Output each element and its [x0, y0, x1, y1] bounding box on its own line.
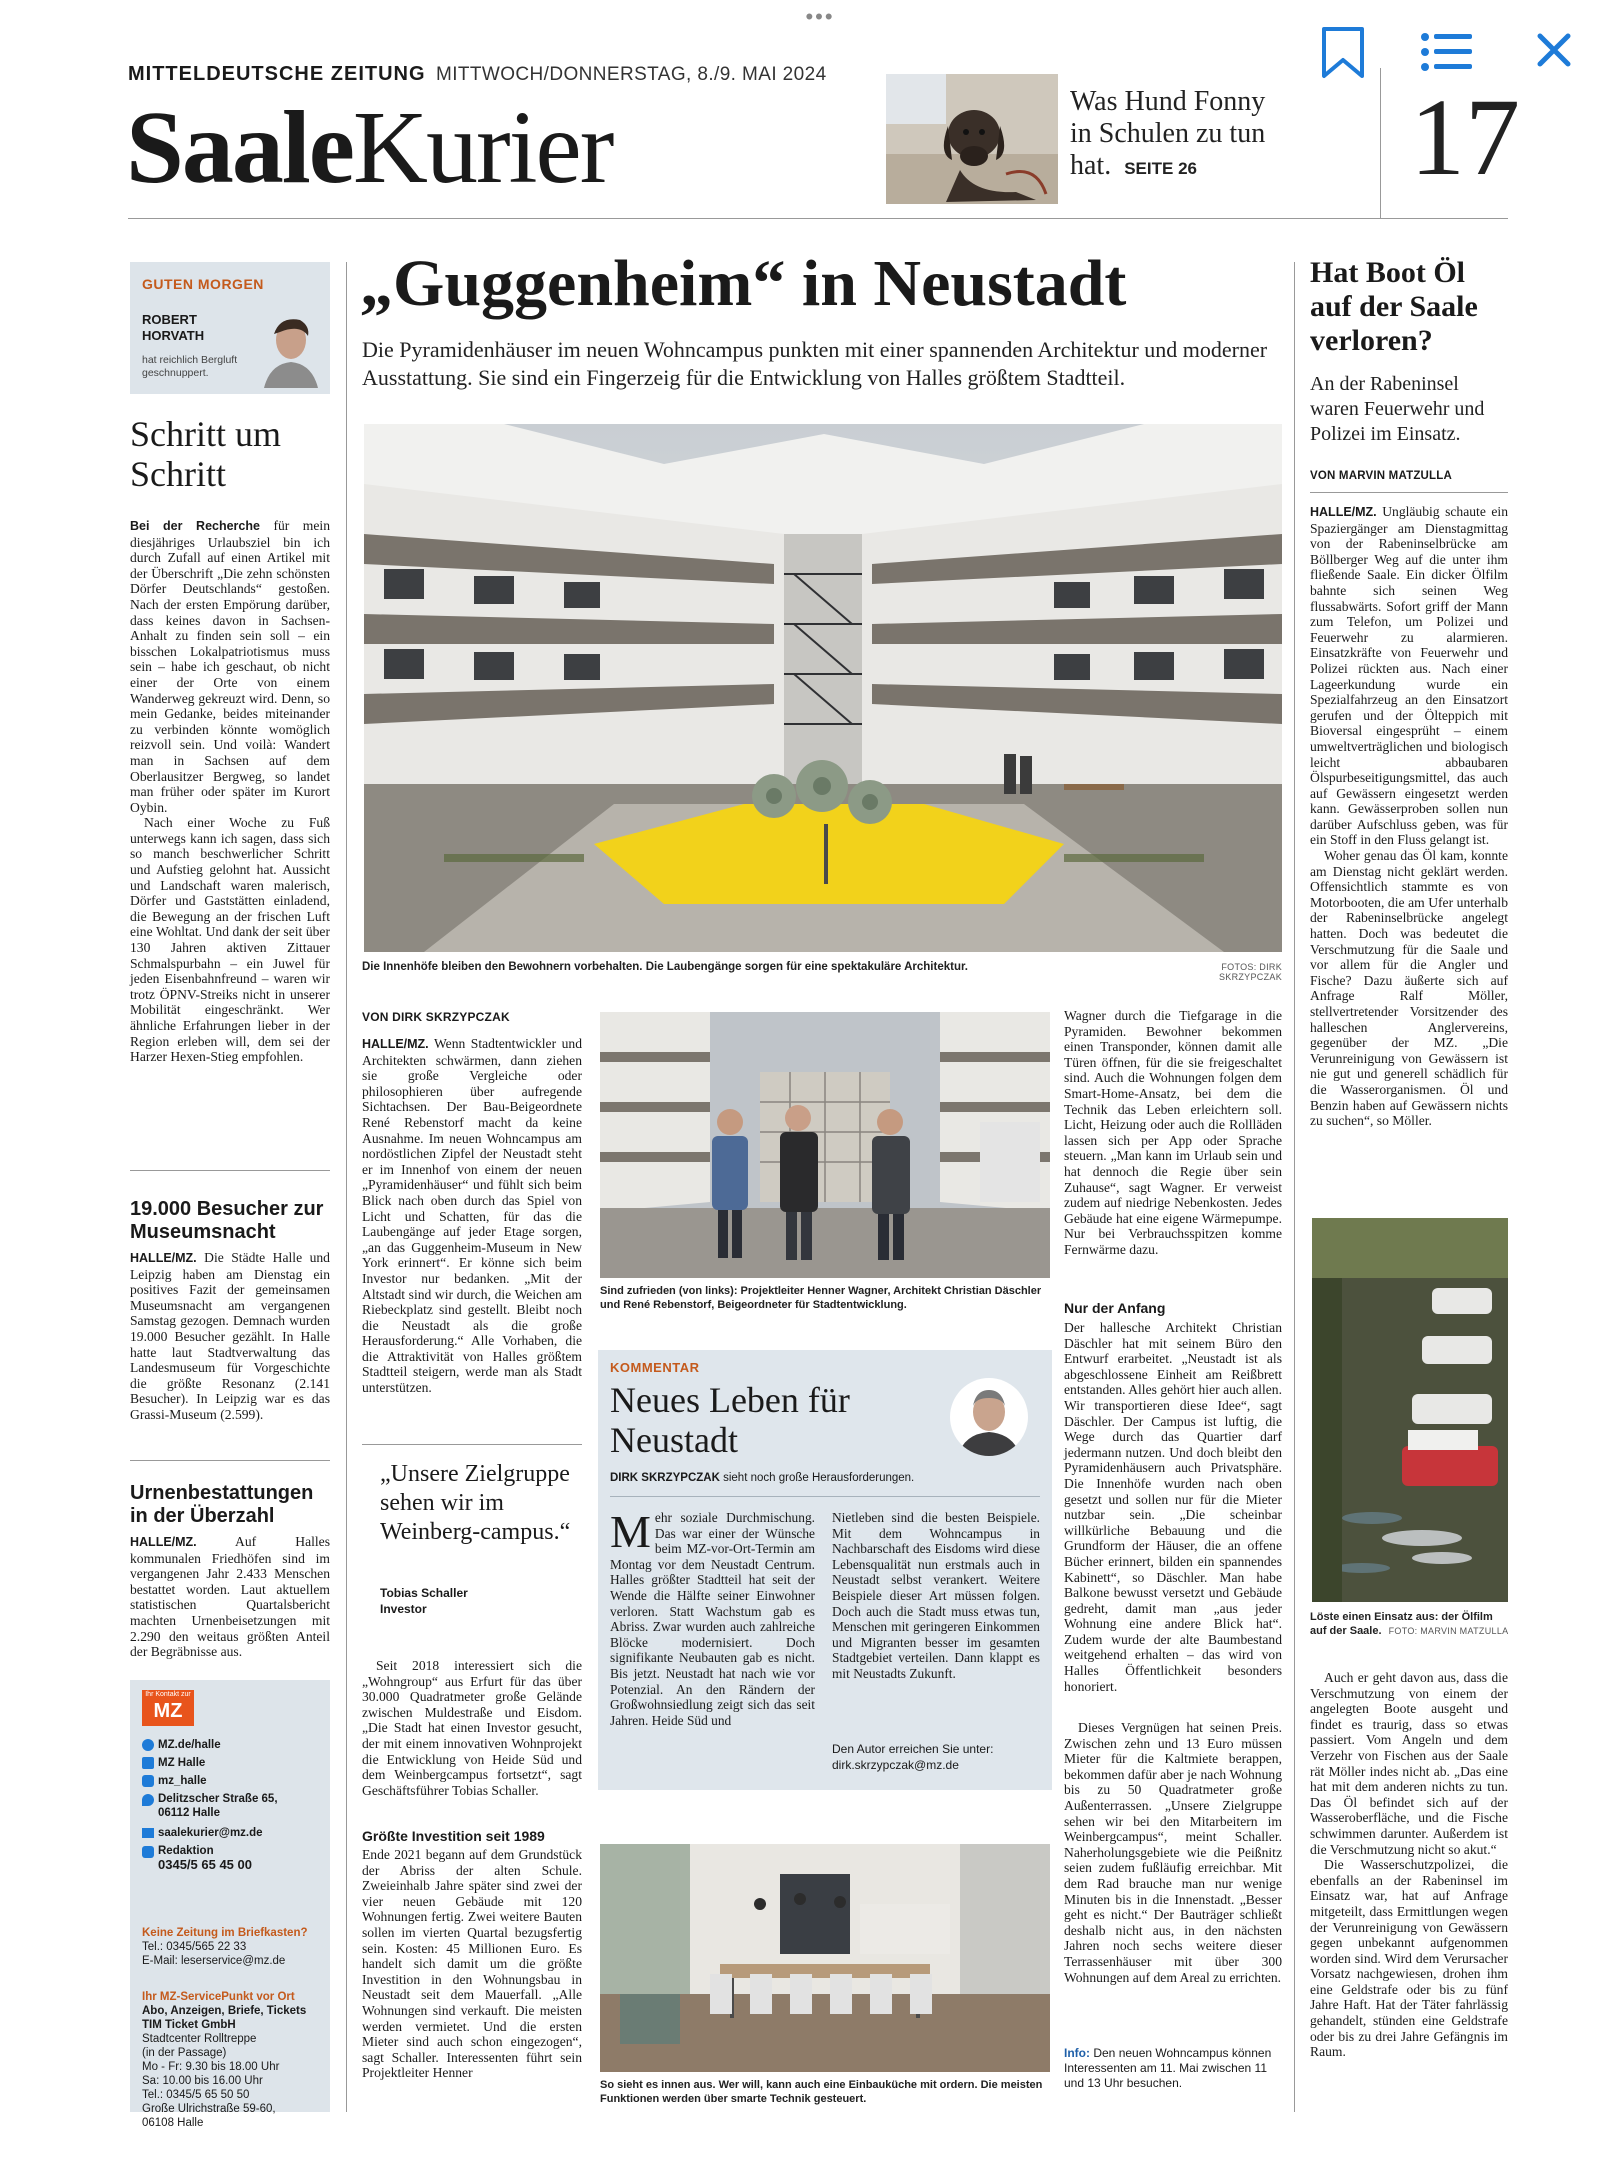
- servicepoint-info: [142, 1990, 324, 2130]
- museumsnacht-headline: 19.000 Besucher zur Museumsnacht: [130, 1198, 324, 1243]
- kommentar-byline: [610, 1472, 914, 1484]
- main-body-col1-text: Wenn Stadtentwickler und Architekten schwärmen, dann ziehen sie große Vergleiche oder philosophieren über aufregende Sichtachsen. Der Bau-Beigeordnete René Rebenstorf macht da keine Ausnahme. Im neuen Wohncampus am nordöstlichen Zipfel der Neustadt steht er im Innenhof von einem der neuen „Pyramidenhäuser“ und fühlt sich beim Blick nach oben durch das Spiel von Licht und Schatten, für das die Laubengänge auf jeder Etage sorgen, „an das Guggenheim-Museum in New York erinnert“. Er könne sich beim Investor nur bedanken. „Mit der Altstadt sind wir durch, die Weichen am Riebeckplatz sind gestellt. Bleibt noch die Neustadt als die große Herausforderung.“ Alle Vorhaben, die die Attraktivität von Halles größtem Stadtteil steigern, werde man als Stadt unterstützen.: [362, 1036, 583, 1396]
- left-column-divider-2: [130, 1460, 330, 1461]
- main-body-col1b: [362, 1658, 582, 1798]
- museumsnacht-text: Die Städte Halle und Leipzig haben am Dienstag ein positives Fazit der gemeinsamen Museumsnacht am vergangenen Samstag gezogen. Demnach wurden 19.000 Besucher gezählt. In Halle hatte laut Stadtverwaltung das Landesmuseum für Vorgeschichte die größte Resonanz (2.141 Besucher). In Leipzig war es das Grassi-Museum (2.599).: [130, 1250, 330, 1422]
- urnen-body: [130, 1534, 330, 1660]
- boats-photo-caption-text: Löste einen Einsatz aus: der Ölfilm auf der Saale.: [1310, 1611, 1493, 1637]
- delivery-phone: Tel.: 0345/565 22 33: [142, 1941, 247, 1953]
- main-body-col3a: [1064, 1008, 1282, 1258]
- column-rule-right: [1294, 262, 1295, 2112]
- kommentar-col1-text: ehr soziale Durchmischung. Das war einer der Wünsche beim MZ-vor-Ort-Termin am Montag vor dem Neustadt Centrum. Halles größter Stadtteil hat seit der Wende die Hälfte seiner Einwohner verloren. Statt Wachstum gab es Abriss. Zwar wurden auch zahlreiche Blöcke modernisiert. Doch signifikante Neubauten gab es nicht. Bis jetzt. Neustadt hat nach wie vor Potenzial. An den Rändern der Großwohnsiedlung zeigt sich das seit Jahren. Heide Süd und: [610, 1510, 815, 1728]
- columnist-avatar: [260, 312, 322, 388]
- boot-headline: Hat Boot Öl auf der Saale verloren?: [1310, 256, 1478, 357]
- section-title-bold: Saale: [126, 90, 353, 205]
- facebook-icon: [142, 1757, 154, 1769]
- main-body-col3c: [1064, 1720, 1282, 1985]
- guten-morgen-label: GUTEN MORGEN: [142, 276, 264, 292]
- mz-logo-text: MZ: [153, 1700, 183, 1722]
- urnen-lead: HALLE/MZ.: [130, 1535, 197, 1549]
- mz-logo: [142, 1690, 194, 1726]
- main-info-text: Den neuen Wohncampus können Interessenten am 11. Mai zwischen 11 und 13 Uhr besuchen.: [1064, 2046, 1272, 2090]
- kommentar-author-note: sieht noch große Herausforderungen.: [723, 1472, 915, 1484]
- main-body-col1b-text: Seit 2018 interessiert sich die „Wohngroup“ aus Erfurt für das über 30.000 Quadratmeter große Gelände zwischen Muldestraße und Eisdom. „Die Stadt hat einen Investor gesucht, der mit einem innovativen Wohnprojekt die Entwicklung von Heide Süd und dem Weinbergcampus fortsetzt“, sagt Geschäftsführer Tobias Schaller.: [362, 1658, 582, 1798]
- boot-author-rule: [1310, 492, 1508, 493]
- list-icon[interactable]: [1420, 32, 1472, 77]
- location-icon: [142, 1794, 154, 1806]
- dog-teaser-headline: Was Hund Fonny in Schulen zu tun hat.: [1070, 86, 1266, 181]
- glosse-paragraph-2: Nach einer Woche zu Fuß unterwegs kann ich sagen, dass sich so manch beschwerlicher Schritt und Aufstieg gelohnt hat. Aussicht und Landschaft waren malerisch, Dörfer und Gaststätten einladend, die Bewegung an der frischen Luft eine Wohltat. Und dank der seit über 130 Jahren aktiven Zittauer Schmalspurbahn – ein Juwel für jeden Eisenbahnfreund – waren wir trotz ÖPNV-Streiks nicht in unserer Mobilität eingeschränkt. Wer ähnliche Erfahrungen lieber in der Region erleben will, dem sei der Harzer Hexen-Stieg empfohlen.: [130, 815, 330, 1065]
- boot-paragraph-1: Ungläubig schaute ein Spaziergänger am Dienstagmittag von der Rabeninselbrücke am Böllberger Weg auf die unter ihm fließende Saale. Ein dicker Ölfilm bahnte sich seinen Weg flussabwärts. Sofort griff der Mann zum Telefon, um Polizei und Feuerwehr zu alarmieren. Einsatzkräfte von Feuerwehr und Polizei rückten aus. Nach einer Lageerkundung wurde ein Spezialfahrzeug an den Einsatzort gerufen und der Ölteppich mit Bioversal eingesprüht – einem umweltverträglichen und biologisch leicht abbaubaren Ölspurbeseitigungsmittel, das auch auf Gewässern eingesetzt werden kann. Gewässerproben sollen nun darüber Aufschluss geben, was für ein Stoff in den Fluss gelangt ist.: [1310, 504, 1508, 848]
- kommentar-col2-text: Nietleben sind die besten Beispiele. Mit dem Wohncampus in Nachbarschaft des Eisdoms wird diese Lebensqualität nun erstmals auch in Neustadt selbst verankert. Weitere Beispiele dieser Art müssen folgen. Doch auch die Stadt muss etwas tun, Menschen mit geringeren Einkommen und Migranten besser im gesamten Stadtgebiet verteilen. Dann klappt es mit Neustadts Zukunft.: [832, 1510, 1040, 1681]
- people-photo[interactable]: [600, 1012, 1050, 1278]
- urnen-headline: Urnenbestattungen in der Überzahl: [130, 1482, 314, 1527]
- dog-teaser-text[interactable]: [1070, 86, 1270, 185]
- kommentar-col1: [610, 1506, 815, 1728]
- mz-logo-kicker: Ihr Kontakt zur: [145, 1691, 191, 1698]
- section-title: [126, 90, 613, 205]
- servicepoint-hours-1: Mo - Fr: 9.30 bis 18.00 Uhr: [142, 2061, 280, 2073]
- kommentar-label: KOMMENTAR: [610, 1360, 700, 1375]
- boats-photo[interactable]: [1312, 1218, 1508, 1602]
- main-body-col3b: [1064, 1320, 1282, 1694]
- servicepoint-label: Ihr MZ-ServicePunkt vor Ort: [142, 1991, 295, 2003]
- contact-phone: Redaktion 0345/5 65 45 00: [142, 1844, 324, 1873]
- contact-email[interactable]: saalekurier@mz.de: [142, 1826, 324, 1840]
- glosse-paragraph-1: für mein diesjähriges Urlaubsziel bin ich durch Zufall auf einen Artikel mit der Überschrift „Die zehn schönsten Dörfer Deutschlands“ gestoßen. Nach der ersten Empörung darüber, dass keines davon in Sachsen-Anhalt zu finden sein soll – ein bisschen Lokalpatriotismus muss sein – habe ich geschaut, ob nicht einer der Orte von einem Wanderweg gekreuzt wird. Denn, so mein Gedanke, beides miteinander zu verbinden könnte womöglich reizvoll sein. Und voilà: Wandert man in Sachsen auf dem Oberlausitzer Bergweg, so landet man früher oder später im Kurort Oybin.: [130, 518, 330, 815]
- masthead-rule: [128, 218, 1508, 219]
- delivery-email: E-Mail: leserservice@mz.de: [142, 1955, 286, 1967]
- servicepoint-address-3: Große Ulrichstraße 59-60,: [142, 2103, 276, 2115]
- delivery-question: Keine Zeitung im Briefkasten?: [142, 1927, 308, 1939]
- contact-box: [130, 1680, 330, 2129]
- main-body-col3b-text: Der hallesche Architekt Christian Däschler hat mit seinem Büro den Entwurf erarbeitet. „Neustadt ist als abgeschlossene Einheit am Reißbrett entstanden. Alles gehört hier auch allen. Wir transportieren diese Idee“, sagt Däschler. Der Campus ist luftig, die Wege durch das Quartier darf jedermann nutzen. Und doch bleibt den Pyramidenhäusern auch Privatsphäre. Die Innenhöfe wurden nach oben gesetzt und sollen nur für die Mieter nutzbar sein. „Die scheinbar willkürliche Bebauung und die Grundform der Häuser, die an offene Bücher erinnert, bilden ein spannendes Kabinett“, so Däschler. Man habe Balkone bewusst versetzt und Gebäude gedreht, damit man „aus jeder Wohnung eine andere Blick hat“. Zudem wurde der alte Baumbestand weitgehend erhalten – das wird von Halles Öffentlichkeit besonders honoriert.: [1064, 1320, 1282, 1694]
- kommentar-headline: Neues Leben für Neustadt: [610, 1380, 850, 1460]
- servicepoint-address-4: 06108 Halle: [142, 2117, 204, 2129]
- main-info-label: Info:: [1064, 2046, 1090, 2060]
- close-icon[interactable]: [1536, 32, 1572, 73]
- columnist-note: hat reichlich Bergluft geschnuppert.: [142, 354, 238, 379]
- pull-quote-name: Tobias Schaller: [380, 1586, 468, 1600]
- glosse-body: [130, 518, 330, 1065]
- mail-icon: [142, 1828, 154, 1838]
- main-subhead: Die Pyramidenhäuser im neuen Wohncampus punkten mit einer spannenden Architektur und moderner Ausstattung. Sie sind ein Fingerzeig für die Entwicklung von Halles größtem Stadtteil.: [362, 337, 1268, 390]
- kommentar-rule: [610, 1496, 1040, 1497]
- contact-web[interactable]: MZ.de/halle: [142, 1738, 324, 1752]
- dog-teaser-photo[interactable]: [886, 74, 1058, 204]
- main-body-col1: [362, 1036, 582, 1396]
- interior-photo[interactable]: [600, 1844, 1050, 2072]
- main-body-col1c-text: Ende 2021 begann auf dem Grundstück der Abriss der alten Schule. Zweieinhalb Jahre später sind zwei der vier neuen Gebäude mit 120 Wohnungen fertig. Zwei weitere Bauten sollen im vierten Quartal bezugsfertig sein. Kosten: 45 Millionen Euro. Es handelt sich damit um die größte Investition in den Wohnungsbau in Neustadt seit dem Mauerfall. „Alle Wohnungen sind verkauft. Die meisten werden vermietet. Und die ersten Mieter sind auch schon eingezogen“, sagt Schaller. Interessenten führt sein Projektleiter Henner: [362, 1847, 582, 2081]
- courtyard-photo[interactable]: [364, 424, 1282, 952]
- page-number: 17: [1410, 76, 1520, 198]
- boot-body-1: [1310, 504, 1508, 1129]
- boot-author: VON MARVIN MATZULLA: [1310, 470, 1453, 482]
- paper-name: MITTELDEUTSCHE ZEITUNG: [128, 63, 426, 85]
- main-body-col3a-text: Wagner durch die Tiefgarage in die Pyramiden. Bewohner bekommen einen Transponder, können damit alle Türen öffnen, für die sie freigeschaltet sind. Auch die Wohnungen folgen dem Smart-Home-Ansatz, bei dem die Technik das Leben erleichtern soll. Licht, Heizung oder auch die Rollläden lassen sich per App oder Sprache steuern. „Man kann im Urlaub sein und hat dennoch die Regie über sein Zuhause“, sagt Wagner. Er verweist zudem auf niedrige Nebenkosten. Jedes Gebäude hat eine eigene Wärmepumpe. Nur bei Verbrauchsspitzen komme Fernwärme dazu.: [1064, 1008, 1282, 1257]
- main-subhead-3: Nur der Anfang: [1064, 1300, 1166, 1316]
- boot-paragraph-3: Auch er geht davon aus, dass die Verschmutzung von einem der angelegten Boote ausgeht und findet es traurig, dass so etwas passiert. Vom Angeln und dem Verzehr von Fischen aus der Saale rät Möller indes nicht ab. „Das eine hat mit dem anderen nichts zu tun. Das Öl befindet sich auf der Wasseroberfläche, und die Fische schwimmen darunter. Außerdem ist die Verschmutzung nicht so akut.“: [1310, 1670, 1508, 1857]
- phone-icon: [142, 1846, 154, 1858]
- servicepoint-sub: Abo, Anzeigen, Briefe, Tickets: [142, 2005, 307, 2017]
- boot-paragraph-4: Die Wasserschutzpolizei, die ebenfalls an der Rabeninsel im Einsatz war, hat auf Anfrage mitgeteilt, dass Ermittlungen wegen der Verunreinigung von Gewässern gegen unbekannt aufgenommen worden sind. Wird dem Verursacher Vorsatz nachgewiesen, drohen ihm eine Geldstrafe oder bis zu fünf Jahre Haft. Hat der Täter fahrlässig gehandelt, stünden eine Geldstrafe oder bis zu drei Jahre Gefängnis im Raum.: [1310, 1857, 1508, 2060]
- courtyard-photo-caption: Die Innenhöfe bleiben den Bewohnern vorbehalten. Die Laubengänge sorgen für eine spektakuläre Architektur.: [362, 961, 969, 973]
- pull-quote-role: Investor: [380, 1602, 427, 1616]
- columnist-name: ROBERT HORVATH: [142, 312, 205, 343]
- kommentar-contact: Den Autor erreichen Sie unter:: [832, 1742, 994, 1756]
- guten-morgen-box: [130, 262, 330, 394]
- boot-subhead: An der Rabeninsel waren Feuerwehr und Polizei im Einsatz.: [1310, 373, 1485, 445]
- left-column-divider-1: [130, 1170, 330, 1171]
- kommentar-email[interactable]: dirk.skrzypczak@mz.de: [832, 1758, 959, 1772]
- main-subhead-2: Größte Investition seit 1989: [362, 1828, 545, 1844]
- servicepoint-phone: Tel.: 0345/5 65 50 50: [142, 2089, 250, 2101]
- main-info: [1064, 2046, 1282, 2091]
- contact-address: Delitzscher Straße 65, 06112 Halle: [142, 1792, 324, 1820]
- servicepoint-address-1: Stadtcenter Rolltreppe: [142, 2033, 257, 2045]
- urnen-text: Auf Halles kommunalen Friedhöfen sind im vergangenen Jahr 2.433 Menschen bestattet worden. Laut aktuellem statistischen Quartalsbericht machten Urnenbeisetzungen mit 2.290 den weitaus größten Anteil der Begräbnisse aus.: [130, 1534, 330, 1660]
- boot-lead: HALLE/MZ.: [1310, 505, 1377, 519]
- boats-photo-credit: FOTO: MARVIN MATZULLA: [1388, 1626, 1509, 1636]
- bookmark-icon[interactable]: [1320, 26, 1366, 85]
- interior-photo-caption: So sieht es innen aus. Wer will, kann auch eine Einbauküche mit ordern. Die meisten Funktionen werden über smarte Technik gesteuert.: [600, 2079, 1043, 2105]
- contact-list: [142, 1738, 324, 1873]
- boats-photo-caption: [1310, 1610, 1510, 1638]
- more-menu-button[interactable]: •••: [805, 4, 835, 29]
- servicepoint-shop: TIM Ticket GmbH: [142, 2019, 236, 2031]
- masthead-vertical-rule: [1380, 68, 1381, 218]
- museumsnacht-body: [130, 1250, 330, 1423]
- museumsnacht-lead: HALLE/MZ.: [130, 1251, 197, 1265]
- kommentar-dropcap: M: [610, 1506, 651, 1557]
- servicepoint-address-2: (in der Passage): [142, 2047, 227, 2059]
- kommentar-box: [598, 1350, 1052, 1790]
- section-title-light: Kurier: [352, 90, 613, 205]
- servicepoint-hours-2: Sa: 10.00 bis 16.00 Uhr: [142, 2075, 263, 2087]
- main-author: VON DIRK SKRZYPCZAK: [362, 1010, 510, 1024]
- contact-facebook[interactable]: MZ Halle: [142, 1756, 324, 1770]
- glosse-headline: Schritt um Schritt: [130, 414, 281, 494]
- column-rule-left: [346, 262, 347, 2112]
- main-body-col3c-text: Dieses Vergnügen hat seinen Preis. Zwischen zehn und 13 Euro müssen Mieter für die Kaltmiete berappen, bekommen dafür aber je nach Wohnung bis zu 50 Quadratmeter große Außenterrassen. „Unsere Zielgruppe sehen wir bei den Mitarbeitern im Weinbergcampus“, meint Schaller. Naherholungsgebiete wie die Peißnitz seien zudem fußläufig erreichbar. Mit dem Rad brauche man nur wenige Minuten bis in die Innenstadt. „Besser geht es nicht.“ Der Bauträger schließt deshalb nicht aus, in den nächsten Jahren noch sechs weitere dieser Terrassenhäuser mit über 300 Wohnungen auf dem Areal zu errichten.: [1064, 1720, 1282, 1985]
- issue-date: MITTWOCH/DONNERSTAG, 8./9. MAI 2024: [436, 64, 827, 85]
- quote-top-rule: [362, 1444, 582, 1445]
- boot-body-2: [1310, 1670, 1508, 2060]
- globe-icon: [142, 1739, 154, 1751]
- people-photo-caption: Sind zufrieden (von links): Projektleiter Henner Wagner, Architekt Christian Däschler und René Rebenstorf, Beigeordneter für Stadtentwicklung.: [600, 1285, 1042, 1311]
- boot-paragraph-2: Woher genau das Öl kam, konnte am Dienstag nicht geklärt werden. Offensichtlich stammte es von Motorbooten, die am Ufer unterhalb der Rabeninselbrücke angelegt hatten. Doch was bedeutet die Verschmutzung für die Saale und vor allem für die Angler und Fische? Dazu äußerte sich auf Anfrage Ralf Möller, stellvertretender Vorsitzender des halleschen Anglervereins, gegenüber der MZ. „Die Verunreinigung von Gewässern ist nie gut und generell schädlich für die Wasserorganismen. Öl und Benzin haben auf Gewässern nichts zu suchen“, so Möller.: [1310, 848, 1508, 1129]
- main-lead: HALLE/MZ.: [362, 1037, 429, 1051]
- main-headline: „Guggenheim“ in Neustadt: [360, 247, 1127, 320]
- kommentar-col2: [832, 1510, 1040, 1682]
- dog-teaser-page: SEITE 26: [1124, 159, 1197, 178]
- courtyard-photo-credit: FOTOS: DIRK SKRZYPCZAK: [1218, 962, 1282, 982]
- instagram-icon: [142, 1775, 154, 1787]
- main-body-col1c: [362, 1847, 582, 2081]
- kommentar-author: DIRK SKRZYPCZAK: [610, 1472, 720, 1484]
- delivery-info: [142, 1926, 324, 1968]
- kommentar-author-photo: [950, 1378, 1028, 1456]
- contact-instagram[interactable]: mz_halle: [142, 1774, 324, 1788]
- pull-quote: „Unsere Zielgruppe sehen wir im Weinberg-campus.“: [380, 1461, 571, 1545]
- glosse-lead: Bei der Recherche: [130, 519, 260, 533]
